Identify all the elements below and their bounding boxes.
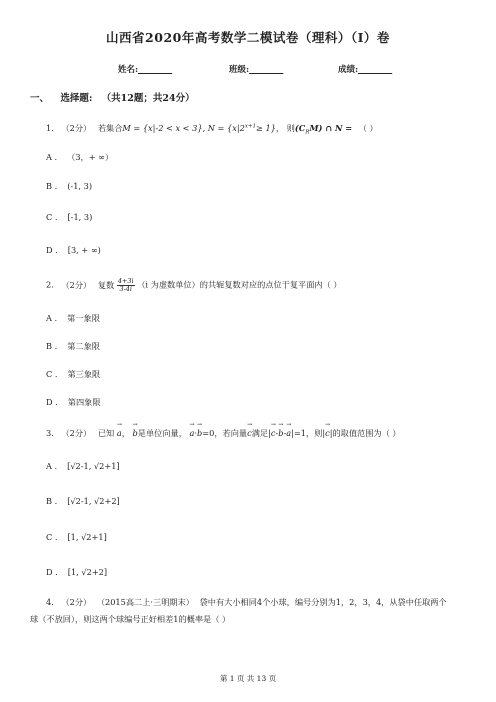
q2-option-b[interactable] xyxy=(46,341,100,352)
option-text: [√2-1, √2+2] xyxy=(67,496,120,506)
q1-option-d[interactable] xyxy=(46,245,101,255)
class-blank: ________ xyxy=(249,65,284,75)
q1-stem: 若集合 xyxy=(97,123,123,133)
q3-comma: ， xyxy=(121,428,130,438)
question-2 xyxy=(46,278,342,293)
name-blank: ________ xyxy=(138,65,173,75)
option-label: C . xyxy=(46,369,58,379)
q3-minus: - xyxy=(275,428,279,438)
q1-option-b[interactable] xyxy=(46,181,92,191)
q4-line1: 袋中有大小相同4个小球，编号分别为1，2，3，4，从袋中任取两个 xyxy=(199,597,447,607)
section-heading xyxy=(30,90,195,104)
option-text: [√2-1, √2+1] xyxy=(67,461,120,471)
q1-number: 1. xyxy=(46,123,54,133)
q3-unit: 是单位向量， xyxy=(137,428,187,438)
q3-known: 已知 xyxy=(97,428,115,438)
q2-fraction xyxy=(117,278,135,293)
q3-vector-c: → c xyxy=(247,428,252,438)
q3-vector-c: → c xyxy=(271,428,276,438)
q1-expr: (C xyxy=(294,123,306,133)
q4-line2: 球（不放回），则这两个球编号正好相差1的概率是（ ） xyxy=(30,614,231,624)
q2-score: （2分） xyxy=(61,279,92,290)
option-label: B . xyxy=(46,341,58,351)
q1-expr-sub: R xyxy=(305,129,310,136)
q1-blank: （ ） xyxy=(358,123,378,133)
q3-dot: · xyxy=(194,428,198,438)
option-text: (-1, 3) xyxy=(67,181,93,191)
q4-source: （2015高二上·三明期末） xyxy=(96,597,194,607)
score-field xyxy=(338,63,392,75)
section-number: 一、 xyxy=(30,93,50,104)
option-label: B . xyxy=(46,496,58,506)
option-label: A . xyxy=(46,152,58,162)
q3-abs-open: | xyxy=(322,428,326,438)
q2-option-d[interactable] xyxy=(46,397,101,408)
option-label: D . xyxy=(46,245,58,255)
q1-set-n-prefix: , N = {x|2 xyxy=(202,123,245,133)
q3-option-b[interactable] xyxy=(46,496,120,506)
option-text: [1, √2+2] xyxy=(67,567,108,577)
q3-vector-a: → a xyxy=(286,428,291,438)
section-note: （共12题；共24分） xyxy=(101,93,195,104)
q3-vector-a: → a xyxy=(190,428,195,438)
q4-score: （2分） xyxy=(61,597,92,607)
option-label: A . xyxy=(46,461,58,471)
page-title: 山西省2020年高考数学二模试卷（理科）（I）卷 xyxy=(106,30,390,45)
q2-stem-a: 复数 xyxy=(97,279,115,290)
option-label: D . xyxy=(46,567,58,577)
q3-zero: =0，若向量 xyxy=(202,428,248,438)
option-label: D . xyxy=(46,397,58,407)
q3-vector-b: → b xyxy=(197,428,202,438)
q3-vector-b: → b xyxy=(133,428,138,438)
page-footer: 第 1 页 共 13 页 xyxy=(219,674,277,683)
name-label: 姓名: xyxy=(118,65,139,75)
q3-abs-close: |=1，则 xyxy=(291,428,323,438)
question-1 xyxy=(46,123,378,136)
q1-then: ， 则 xyxy=(275,123,295,133)
q1-set-m: M = {x|-2 < x < 3} xyxy=(122,123,203,133)
option-text: [3, + ∞) xyxy=(67,245,101,255)
q3-minus: - xyxy=(283,428,287,438)
q2-option-c[interactable] xyxy=(46,369,100,380)
score-label: 成绩: xyxy=(338,65,359,75)
option-text: [1, √2+1] xyxy=(67,532,107,542)
q1-set-n-exp: x+1 xyxy=(244,123,257,130)
q2-number: 2. xyxy=(46,279,54,290)
section-title: 选择题: xyxy=(60,93,93,104)
option-text: （3，+ ∞） xyxy=(67,152,114,162)
q3-vector-c: → c xyxy=(325,428,330,438)
q3-option-d[interactable] xyxy=(46,567,107,577)
q1-set-n-suffix: ≥ 1} xyxy=(256,123,276,133)
q1-option-a[interactable] xyxy=(46,152,113,163)
option-text: 第三象限 xyxy=(67,369,101,379)
option-label: B . xyxy=(46,181,58,191)
q2-frac-num: 4+3i xyxy=(117,277,134,285)
q2-option-a[interactable] xyxy=(46,313,100,324)
option-text: 第二象限 xyxy=(67,341,100,351)
q1-score: （2分） xyxy=(61,123,92,133)
q3-option-c[interactable] xyxy=(46,532,107,542)
q3-range: 的取值范围为（ ） xyxy=(332,428,401,438)
option-text: [-1, 3) xyxy=(67,212,93,222)
q1-option-c[interactable] xyxy=(46,212,92,222)
name-field xyxy=(118,63,172,75)
question-3 xyxy=(46,428,401,439)
q3-vector-a: → a xyxy=(117,428,122,438)
q3-abs-close2: | xyxy=(329,428,333,438)
q4-number: 4. xyxy=(46,597,54,607)
class-field xyxy=(229,63,283,75)
score-blank: ________ xyxy=(358,65,393,75)
q3-satisfy: 满足 xyxy=(251,428,269,438)
q2-stem-b: （i 为虚数单位）的共轭复数对应的点位于复平面内（ ） xyxy=(137,279,342,290)
option-label: A . xyxy=(46,313,58,323)
q3-vector-b: → b xyxy=(278,428,283,438)
q2-frac-den: 3-4i xyxy=(119,285,132,293)
option-label: C . xyxy=(46,532,58,542)
class-label: 班级: xyxy=(229,65,250,75)
q1-expr-rest: M) ∩ N = xyxy=(309,123,353,133)
q3-score: （2分） xyxy=(61,428,92,438)
option-label: C . xyxy=(46,212,58,222)
option-text: 第四象限 xyxy=(67,397,101,407)
q3-option-a[interactable] xyxy=(46,461,120,471)
q3-abs-open: | xyxy=(268,428,271,438)
option-text: 第一象限 xyxy=(67,313,100,323)
question-4 xyxy=(46,597,447,608)
q3-number: 3. xyxy=(46,428,54,438)
